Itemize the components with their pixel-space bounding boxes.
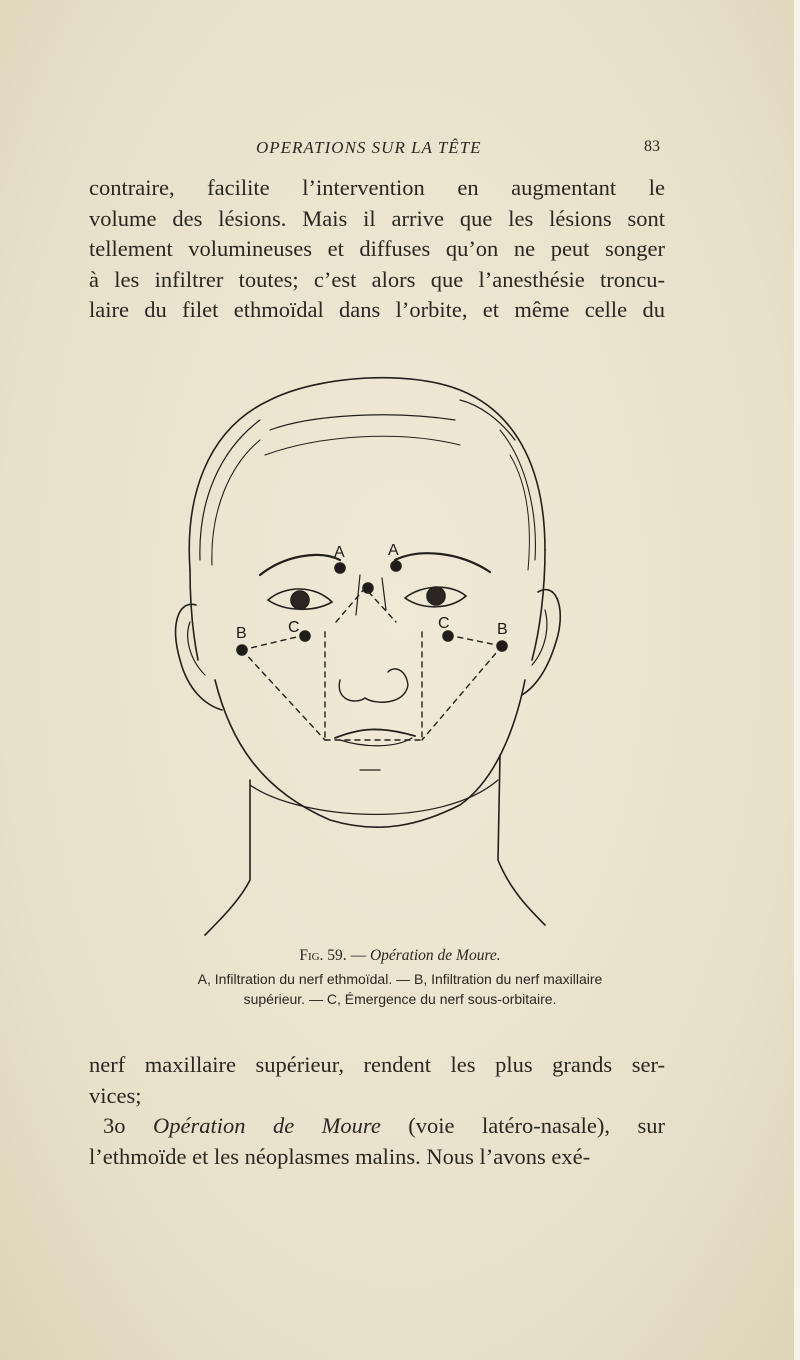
caption-dash: —: [350, 947, 367, 964]
figure-label: Fig. 59.: [299, 947, 347, 964]
item-text: (voie latéro-nasale), sur: [380, 1113, 666, 1138]
legend-line: supérieur. — C, Émergence du nerf sous-orbitaire.: [243, 991, 557, 1007]
caption-legend: [60, 969, 740, 1009]
text-line: volume des lésions. Mais il arrive que les lésions sont: [89, 205, 665, 231]
text-line: à les infiltrer toutes; c’est alors que l’anesthésie troncu-: [89, 266, 665, 292]
label-b-right: B: [497, 621, 508, 638]
text-line: contraire, facilite l’intervention en augmentant le: [89, 175, 665, 200]
paragraph-top: [89, 173, 665, 326]
label-c-left: C: [288, 619, 300, 636]
text-line: laire du filet ethmoïdal dans l’orbite, et même celle du: [89, 297, 665, 322]
running-header: [0, 138, 800, 164]
face-illustration: [160, 360, 580, 940]
figure-59: [160, 360, 580, 940]
list-item-3: [89, 1111, 665, 1142]
item-number: 3o: [103, 1113, 126, 1138]
text-line: tellement volumineuses et diffuses qu’on ne peut songer: [89, 236, 665, 261]
text-line: nerf maxillaire supérieur, rendent les plus grands ser-: [89, 1052, 665, 1077]
label-a-left: A: [334, 544, 345, 561]
figure-caption: [60, 945, 740, 1009]
figure-title: Opération de Moure.: [369, 947, 501, 964]
page-edge: [794, 0, 800, 1360]
label-c-right: C: [438, 615, 450, 632]
legend-line: A, Infiltration du nerf ethmoïdal. — B, Infiltration du nerf maxillaire: [197, 971, 603, 987]
label-a-right: A: [388, 542, 399, 559]
running-title: OPERATIONS SUR LA TÊTE: [256, 138, 482, 157]
text-line: l’ethmoïde et les néoplasmes malins. Nous l’avons exé-: [89, 1143, 591, 1169]
page-number: 83: [644, 138, 660, 155]
paragraph-bottom: [89, 1050, 665, 1172]
item-title: Opération de Moure: [152, 1113, 381, 1138]
label-b-left: B: [236, 625, 247, 642]
caption-title: [60, 945, 740, 967]
text-line: vices;: [89, 1082, 142, 1108]
